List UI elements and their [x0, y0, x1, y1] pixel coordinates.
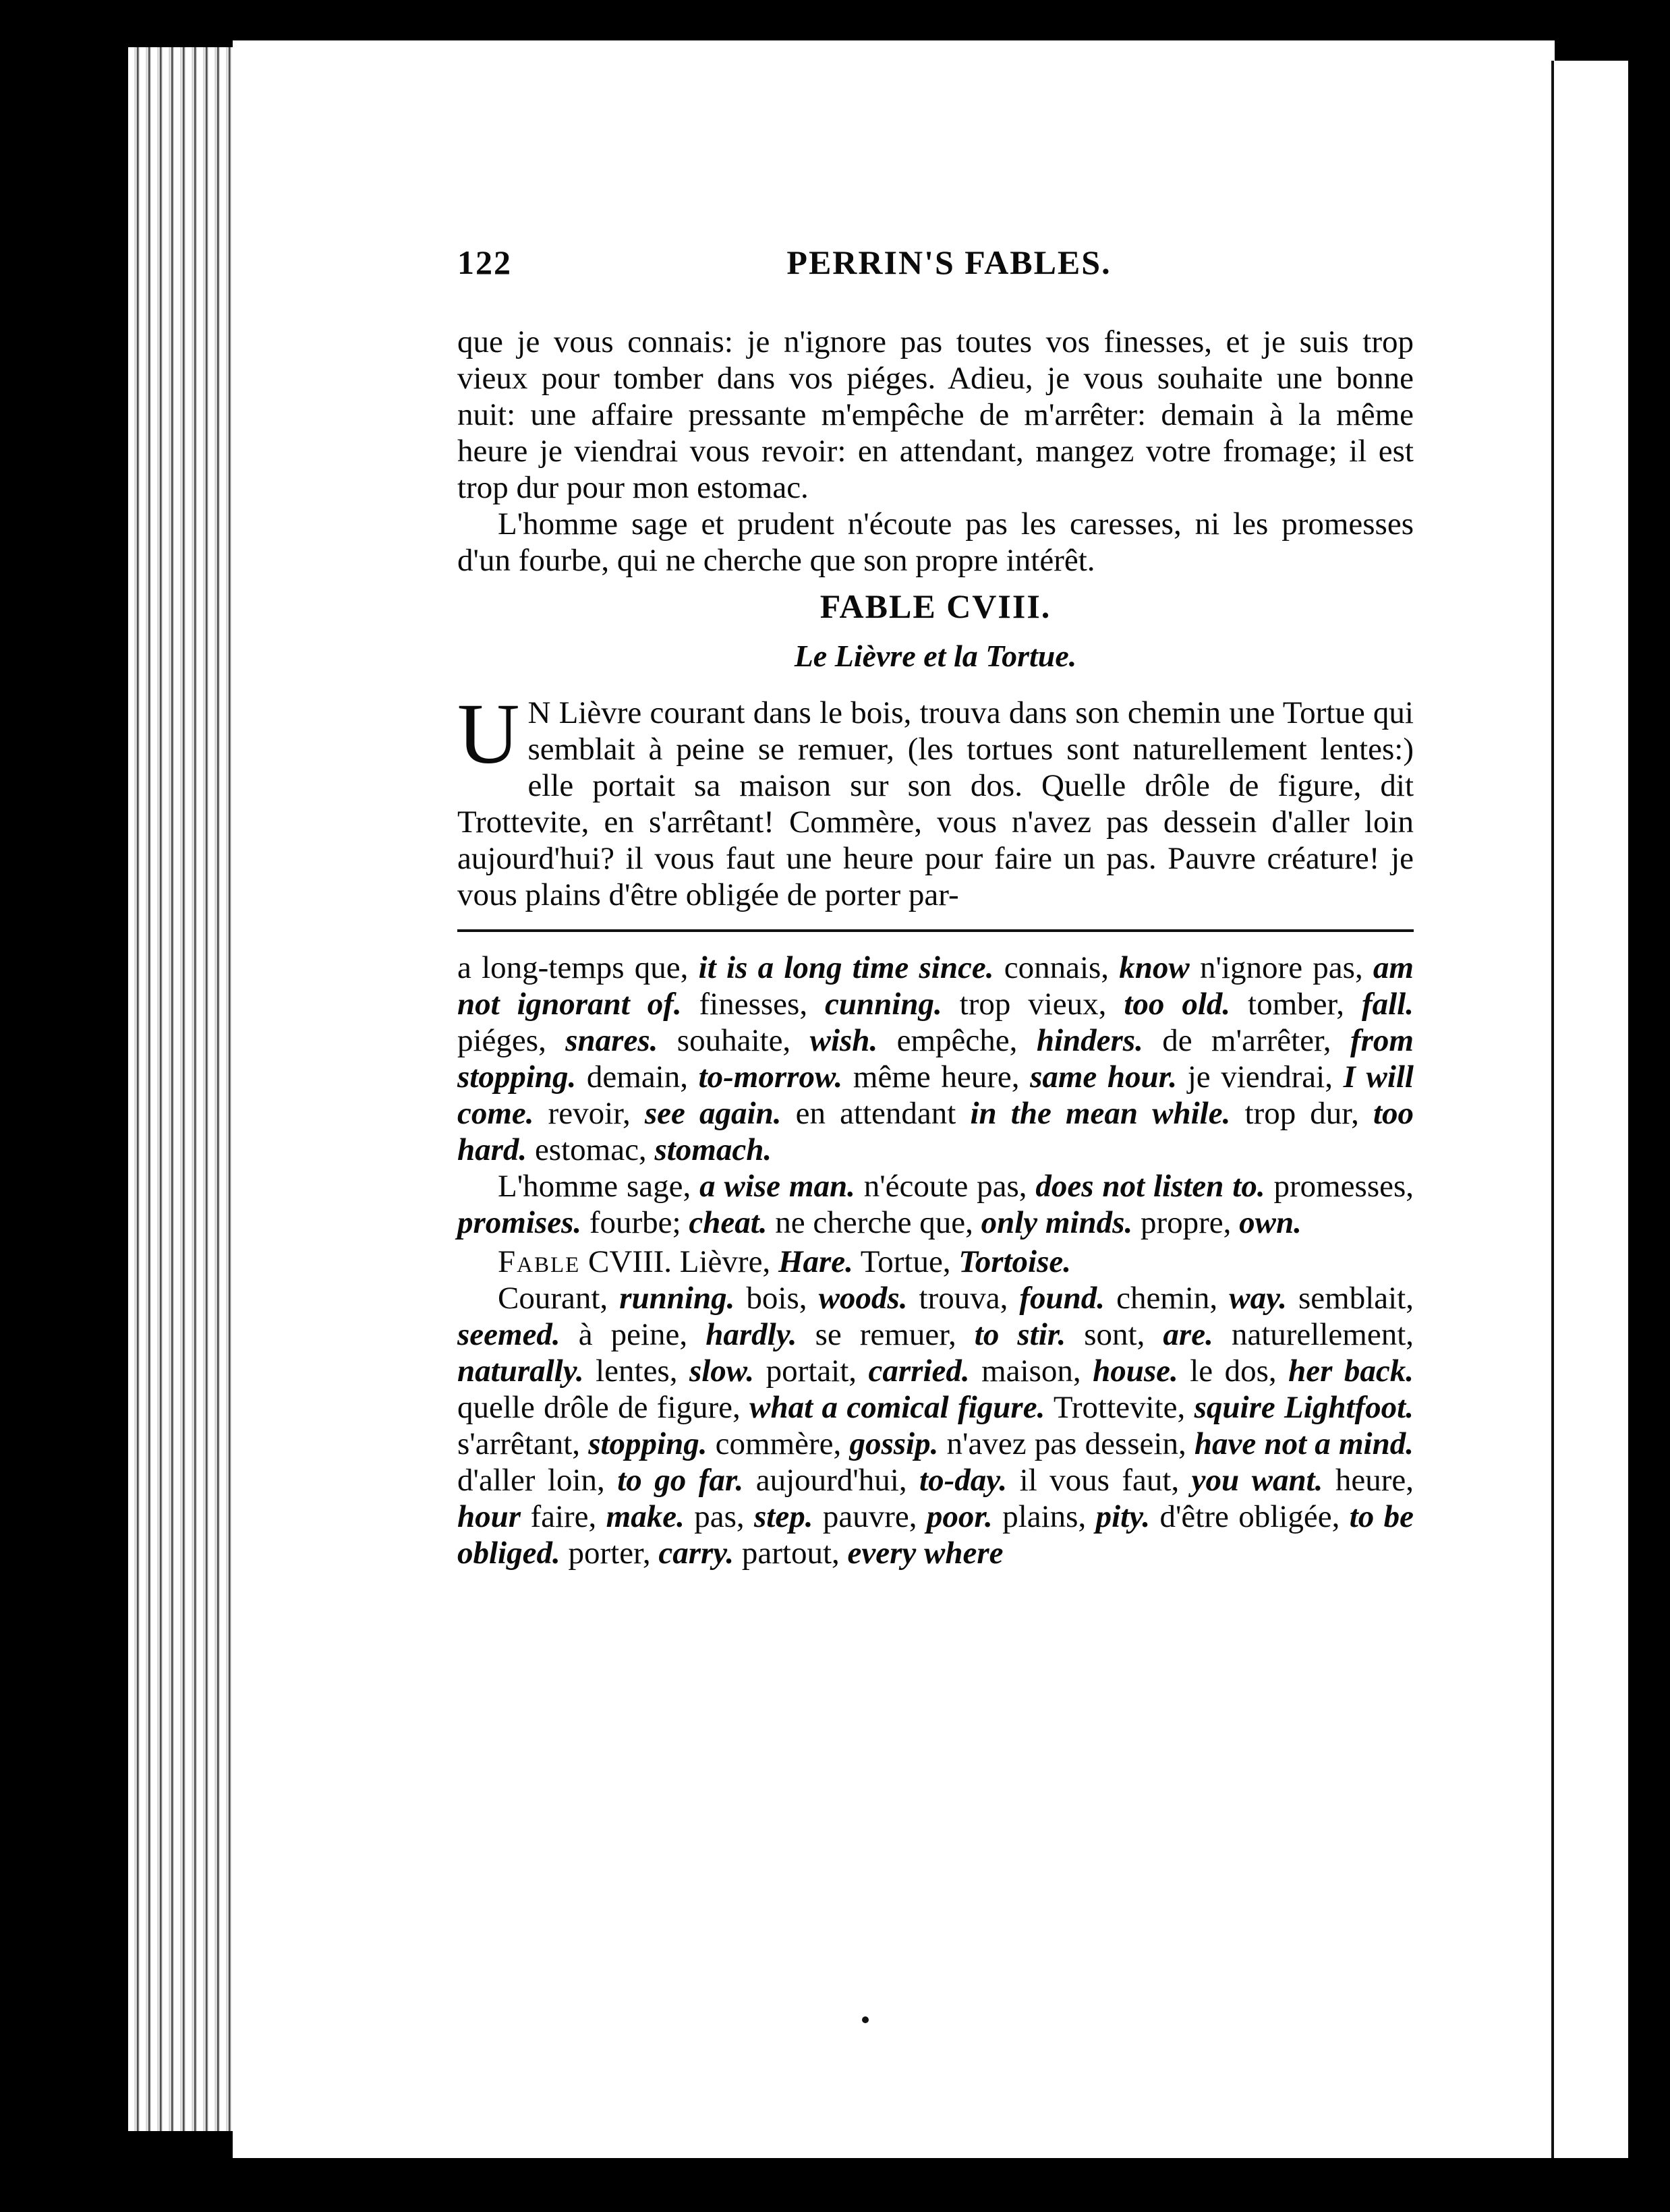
- vocab-english-gloss: are.: [1163, 1317, 1213, 1352]
- vocab-english-gloss: have not a mind.: [1194, 1426, 1414, 1461]
- vocab-english-gloss: cheat.: [689, 1205, 768, 1240]
- vocab-french-term: partout,: [734, 1536, 848, 1571]
- page-number: 122: [457, 243, 512, 281]
- vocab-french-term: ne cherche que,: [767, 1205, 981, 1240]
- vocab-english-gloss: snares.: [565, 1023, 658, 1058]
- vocab-english-gloss: carried.: [868, 1354, 970, 1389]
- vocab-french-term: tomber,: [1230, 987, 1362, 1022]
- vocab-french-term: empêche,: [877, 1023, 1037, 1058]
- vocab-french-term: promesses,: [1265, 1169, 1414, 1204]
- vocab-english-gloss: stopping.: [588, 1426, 708, 1461]
- vocab-french-term: il vous faut,: [1007, 1463, 1192, 1498]
- vocab-french-term: Courant,: [498, 1281, 620, 1316]
- vocab-english-gloss: to-morrow.: [698, 1059, 843, 1095]
- vocab-french-term: d'aller loin,: [457, 1463, 618, 1498]
- vocab-english-gloss: am not ignorant of.: [457, 950, 1414, 1022]
- vocab-french-term: quelle drôle de figure,: [457, 1390, 750, 1425]
- vocab-english-gloss: from stopping.: [457, 1023, 1414, 1095]
- vocab-english-gloss: to be obliged.: [457, 1499, 1414, 1571]
- vocab-english-gloss: found.: [1019, 1281, 1105, 1316]
- vocab-english-gloss: hinders.: [1036, 1023, 1143, 1058]
- vocab-french-term: estomac,: [527, 1132, 655, 1167]
- vocab-french-term: a long-temps que,: [457, 950, 699, 985]
- vocab-french-term: Trottevite,: [1045, 1390, 1194, 1425]
- fable-title: FABLE CVIII.: [819, 587, 1052, 625]
- main-text: [457, 324, 1414, 1571]
- vocab-english-gloss: way.: [1229, 1281, 1287, 1316]
- vocab-english-gloss: does not listen to.: [1035, 1169, 1265, 1204]
- vocab-english-gloss: hardly.: [706, 1317, 797, 1352]
- drop-cap: U: [457, 686, 520, 782]
- vocab-french-term: à peine,: [560, 1317, 706, 1352]
- fable-text: N Lièvre courant dans le bois, trouva dans son chemin une Tortue qui semblait à peine se remuer, (les tortues sont naturellement lentes:) elle portait sa maison sur son dos. Quelle drôle de figure, dit Trottevite, en s'arrêtant! Commère, vous n'avez pas dessein d'aller loin aujourd'hui? il vous faut une heure pour faire un pas. Pauvre créature! je vous plains d'être obligée de porter par-: [457, 695, 1414, 912]
- vocab-french-term: finesses,: [681, 987, 825, 1022]
- vocab-english-gloss: what a comical figure.: [749, 1390, 1045, 1425]
- vocab-french-term: CVIII. Lièvre,: [580, 1244, 778, 1279]
- vocab-french-term: aujourd'hui,: [743, 1463, 920, 1498]
- vocab-english-gloss: Hare.: [778, 1244, 853, 1279]
- vocab-paragraph-2: [457, 1168, 1414, 1241]
- vocab-english-gloss: wish.: [809, 1023, 878, 1058]
- vocab-french-term: de m'arrêter,: [1143, 1023, 1350, 1058]
- vocab-english-gloss: woods.: [818, 1281, 908, 1316]
- vocab-english-gloss: stomach.: [654, 1132, 772, 1167]
- vocab-english-gloss: fall.: [1361, 987, 1414, 1022]
- vocab-french-term: en attendant: [781, 1096, 971, 1131]
- vocab-paragraph-1: [457, 950, 1414, 1168]
- vocab-english-gloss: Tortoise.: [958, 1244, 1072, 1279]
- footnote-rule: [457, 929, 1414, 932]
- vocab-french-term: je viendrai,: [1177, 1059, 1344, 1095]
- page-speck: [862, 2016, 869, 2023]
- vocab-french-term: piéges,: [457, 1023, 566, 1058]
- vocabulary-notes: [457, 950, 1414, 1571]
- vocab-french-term: d'être obligée,: [1150, 1499, 1350, 1534]
- vocab-english-gloss: see again.: [644, 1096, 782, 1131]
- vocab-english-gloss: you want.: [1191, 1463, 1323, 1498]
- vocab-english-gloss: to-day.: [919, 1463, 1008, 1498]
- vocab-french-term: connais,: [994, 950, 1120, 985]
- vocab-french-term: faire,: [521, 1499, 606, 1534]
- vocab-french-term: semblait,: [1286, 1281, 1414, 1316]
- vocab-french-term: fourbe;: [581, 1205, 689, 1240]
- vocab-english-gloss: gossip.: [849, 1426, 939, 1461]
- vocab-french-term: pas,: [684, 1499, 754, 1534]
- vocab-paragraph-4: [457, 1280, 1414, 1571]
- vocab-english-gloss: own.: [1239, 1205, 1302, 1240]
- vocab-french-term: lentes,: [583, 1354, 689, 1389]
- facing-page-edge: [1551, 61, 1628, 2158]
- vocab-french-term: trop vieux,: [942, 987, 1124, 1022]
- vocab-english-gloss: house.: [1093, 1354, 1178, 1389]
- vocab-english-gloss: every where: [847, 1536, 1004, 1571]
- vocab-english-gloss: seemed.: [457, 1317, 560, 1352]
- vocab-english-gloss: poor.: [926, 1499, 993, 1534]
- vocab-french-term: revoir,: [534, 1096, 645, 1131]
- vocab-paragraph-3: [457, 1244, 1414, 1280]
- vocab-english-gloss: it is a long time since.: [698, 950, 994, 985]
- vocab-english-gloss: step.: [754, 1499, 813, 1534]
- vocab-english-gloss: squire Lightfoot.: [1194, 1390, 1414, 1425]
- vocab-english-gloss: to stir.: [974, 1317, 1066, 1352]
- vocab-english-gloss: pity.: [1095, 1499, 1151, 1534]
- vocab-english-gloss: know: [1119, 950, 1190, 985]
- vocab-french-term: trouva,: [907, 1281, 1020, 1316]
- vocab-english-gloss: make.: [606, 1499, 685, 1534]
- vocab-french-term: le dos,: [1178, 1354, 1289, 1389]
- vocab-french-term: portait,: [754, 1354, 869, 1389]
- vocab-french-term: naturellement,: [1213, 1317, 1414, 1352]
- vocab-french-term: se remuer,: [797, 1317, 975, 1352]
- vocab-english-gloss: running.: [619, 1281, 735, 1316]
- vocab-french-term: plains,: [992, 1499, 1096, 1534]
- vocab-english-gloss: slow.: [689, 1354, 755, 1389]
- vocab-french-term: bois,: [735, 1281, 819, 1316]
- running-title: PERRIN'S FABLES.: [786, 243, 1112, 281]
- vocab-english-gloss: to go far.: [617, 1463, 744, 1498]
- vocab-fable-label: Fable: [498, 1244, 581, 1279]
- vocab-french-term: maison,: [969, 1354, 1093, 1389]
- vocab-french-term: n'avez pas dessein,: [938, 1426, 1194, 1461]
- continuation-paragraph: que je vous connais: je n'ignore pas toutes vos finesses, et je suis trop vieux pour tomber dans vos piéges. Adieu, je vous souhaite une bonne nuit: une affaire pressante m'empêche de m'arrêter: demain à la même heure je viendrai vous revoir: en attendant, mangez votre fromage; il est trop dur pour mon estomac.: [457, 324, 1414, 505]
- vocab-french-term: propre,: [1132, 1205, 1240, 1240]
- vocab-english-gloss: hour: [457, 1499, 521, 1534]
- vocab-french-term: sont,: [1066, 1317, 1163, 1352]
- vocab-french-term: Tortue,: [853, 1244, 959, 1279]
- vocab-french-term: trop dur,: [1230, 1096, 1373, 1131]
- vocab-french-term: s'arrêtant,: [457, 1426, 589, 1461]
- vocab-english-gloss: in the mean while.: [970, 1096, 1231, 1131]
- vocab-french-term: n'ignore pas,: [1189, 950, 1373, 985]
- vocab-english-gloss: too old.: [1124, 987, 1231, 1022]
- moral-paragraph: L'homme sage et prudent n'écoute pas les caresses, ni les promesses d'un fourbe, qui ne cherche que son propre intérêt.: [457, 506, 1414, 578]
- vocab-english-gloss: naturally.: [457, 1354, 584, 1389]
- vocab-french-term: même heure,: [842, 1059, 1031, 1095]
- vocab-french-term: pauvre,: [813, 1499, 927, 1534]
- vocab-french-term: porter,: [560, 1536, 659, 1571]
- vocab-english-gloss: only minds.: [981, 1205, 1133, 1240]
- vocab-english-gloss: carry.: [658, 1536, 735, 1571]
- vocab-french-term: chemin,: [1105, 1281, 1230, 1316]
- vocab-french-term: heure,: [1323, 1463, 1414, 1498]
- vocab-english-gloss: I will come.: [457, 1059, 1414, 1131]
- vocab-english-gloss: her back.: [1288, 1354, 1414, 1389]
- vocab-french-term: souhaite,: [658, 1023, 810, 1058]
- fable-paragraph: [457, 686, 1414, 913]
- vocab-english-gloss: too hard.: [457, 1096, 1414, 1167]
- vocab-french-term: n'écoute pas,: [855, 1169, 1036, 1204]
- vocab-french-term: L'homme sage,: [498, 1169, 700, 1204]
- vocab-english-gloss: same hour.: [1030, 1059, 1178, 1095]
- vocab-english-gloss: a wise man.: [699, 1169, 855, 1204]
- vocab-english-gloss: cunning.: [824, 987, 942, 1022]
- running-header: [457, 243, 1414, 283]
- fable-subtitle: Le Lièvre et la Tortue.: [794, 639, 1077, 673]
- vocab-french-term: demain,: [576, 1059, 699, 1095]
- vocab-english-gloss: promises.: [457, 1205, 582, 1240]
- vocab-french-term: commère,: [707, 1426, 850, 1461]
